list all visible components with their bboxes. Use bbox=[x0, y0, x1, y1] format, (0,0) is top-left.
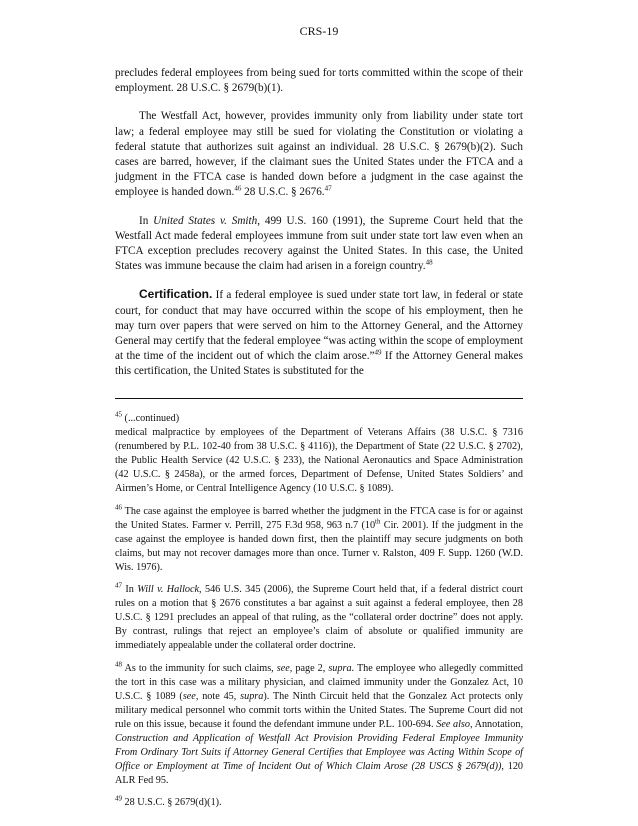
footnote-48-text-g: , 120 ALR Fed 95. bbox=[115, 761, 523, 787]
case-name-will: Will v. Hallock bbox=[137, 584, 200, 596]
paragraph-3-text: , 499 U.S. 160 (1991), the Supreme Court held that the Westfall Act made federal employees immune from suit under state tort law even when an FTCA exception precludes recovery against the United States. In this case, the United States was immune because the claim had arisen in a foreign country. bbox=[115, 214, 523, 273]
paragraph-3 bbox=[115, 214, 523, 275]
footnote-48-see: see bbox=[276, 662, 290, 674]
paragraph-3-pre: In bbox=[139, 214, 154, 227]
footnote-48-annotation-title: Construction and Application of Westfall Act Provision Providing Federal Employee Immunity From Ordinary Tort Suits if Attorney General Certifies that Employee was Acting Within Scope of Office or Employment at Time of Incident Out of Which Claim Arose (28 USCS § 2679(d)) bbox=[115, 732, 523, 773]
footnote-48-supra-2: supra bbox=[240, 690, 264, 702]
footnote-45-continued: (...continued) bbox=[122, 413, 180, 424]
footnote-45-continued-label bbox=[115, 412, 523, 426]
footnote-46-text-a: The case against the employee is barred whether the judgment in the FTCA case is for or against the United States. Farmer v. Perrill, 275 F.3d 958, 963 n.7 (10 bbox=[115, 505, 523, 531]
footnote-45-number: 45 bbox=[115, 410, 122, 419]
footnote-48-text-a: As to the immunity for such claims, bbox=[122, 662, 277, 674]
footnote-49-number: 49 bbox=[115, 794, 122, 803]
page-header: CRS-19 bbox=[299, 24, 339, 38]
paragraph-4 bbox=[115, 287, 523, 379]
footnote-46-text-b: Cir. 2001). If the judgment in the case against the employee is handed down first, then the plaintiff may secure judgments on both claims, but may not recover damages more than once. Turner v. Ralston, 409 F. Supp. 1260 (W.D. Wis. 1976). bbox=[115, 519, 523, 573]
footnote-48-text-e: ). The Ninth Circuit held that the Gonzalez Act protects only military medical personnel who commit torts within the United States. The Supreme Court did not rule on this issue, because it found the defendant immune under P.L. 100-694. bbox=[115, 690, 523, 730]
paragraph-2-tail: 28 U.S.C. § 2676. bbox=[241, 186, 325, 199]
paragraph-1: precludes federal employees from being sued for torts committed within the scope of their employment. 28 U.S.C. § 2679(b)(1). bbox=[115, 67, 523, 95]
footnote-divider bbox=[115, 398, 523, 399]
section-heading-certification: Certification. bbox=[139, 287, 213, 302]
footnote-49-text: 28 U.S.C. § 2679(d)(1). bbox=[122, 797, 222, 809]
paragraph-4-tail: If the Attorney General makes this certification, the United States is substituted for the bbox=[115, 350, 523, 378]
footnote-ref-48[interactable]: 48 bbox=[425, 258, 433, 267]
footnote-48-see-2: see bbox=[182, 690, 196, 702]
footnote-ref-49[interactable]: 49 bbox=[374, 348, 382, 357]
footnote-47-pre: In bbox=[122, 584, 138, 596]
footnote-47-number: 47 bbox=[115, 581, 122, 590]
footnote-48-text-d: , note 45, bbox=[195, 690, 241, 702]
footnote-47-text: , 546 U.S. 345 (2006), the Supreme Court held that, if a federal district court rules on a motion that § 2676 constitutes a bar against a suit against a federal employee, then 28 U.S.C. § 1291 precludes an appeal of that ruling, as the “collateral order doctrine” does not apply. By contrast, rulings that reject an employee’s claim of absolute or qualified immunity are immediately appealable under the collateral order doctrine. bbox=[115, 584, 523, 652]
paragraph-2-text: The Westfall Act, however, provides immunity only from liability under state tort law; a federal employee may still be sued for violating the Constitution or violating a federal statute that authorizes suit against an individual. 28 U.S.C. § 2679(b)(2). Such cases are barred, however, if the claimant sues the United States under the FTCA and a judgment in the FTCA case is handed down before a judgment in the case against the employee is handed down. bbox=[115, 110, 523, 199]
footnote-47 bbox=[115, 583, 523, 653]
footnote-48 bbox=[115, 662, 523, 789]
paragraph-2 bbox=[115, 109, 523, 200]
footnotes bbox=[115, 412, 523, 818]
footnote-49 bbox=[115, 796, 523, 810]
body-text bbox=[115, 66, 523, 393]
footnote-48-see-also: See also bbox=[436, 718, 470, 730]
footnote-48-number: 48 bbox=[115, 660, 122, 669]
footnote-ref-46[interactable]: 46 bbox=[234, 184, 242, 193]
footnote-48-text-b: , page 2, bbox=[289, 662, 329, 674]
paragraph-4-text: If a federal employee is sued under state tort law, in federal or state court, for conduct that may have occurred within the scope of his employment, then he may turn over papers that were served on him to the Attorney General, and the Attorney General may certify that the federal employee “was acting within the scope of employment at the time of the incident out of which the claim arose.” bbox=[115, 289, 523, 363]
footnote-48-supra: supra bbox=[328, 662, 352, 674]
case-name-smith: United States v. Smith bbox=[153, 214, 258, 227]
footnote-46-ordinal: th bbox=[375, 517, 381, 526]
footnote-46 bbox=[115, 505, 523, 575]
footnote-48-text-f: , Annotation, bbox=[469, 718, 523, 730]
footnote-48-text-c: . The employee who allegedly committed the tort in this case was a military physician, and claimed immunity under the Gonzalez Act, 10 U.S.C. § 1089 ( bbox=[115, 662, 523, 702]
footnote-45: medical malpractice by employees of the Department of Veterans Affairs (38 U.S.C. § 7316 (renumbered by P.L. 102-40 from 38 U.S.C. § 4116)), the Department of State (22 U.S.C. § 2702), the Public Health Service (42 U.S.C. § 233), the National Aeronautics and Space Administration (42 U.S.C. § 2458a), or the armed forces, Department of Defense, United States Soldiers’ and Airmen’s Home, or Central Intelligence Agency (10 U.S.C. § 1089). bbox=[115, 427, 523, 495]
footnote-46-number: 46 bbox=[115, 503, 122, 512]
footnote-ref-47[interactable]: 47 bbox=[324, 184, 332, 193]
